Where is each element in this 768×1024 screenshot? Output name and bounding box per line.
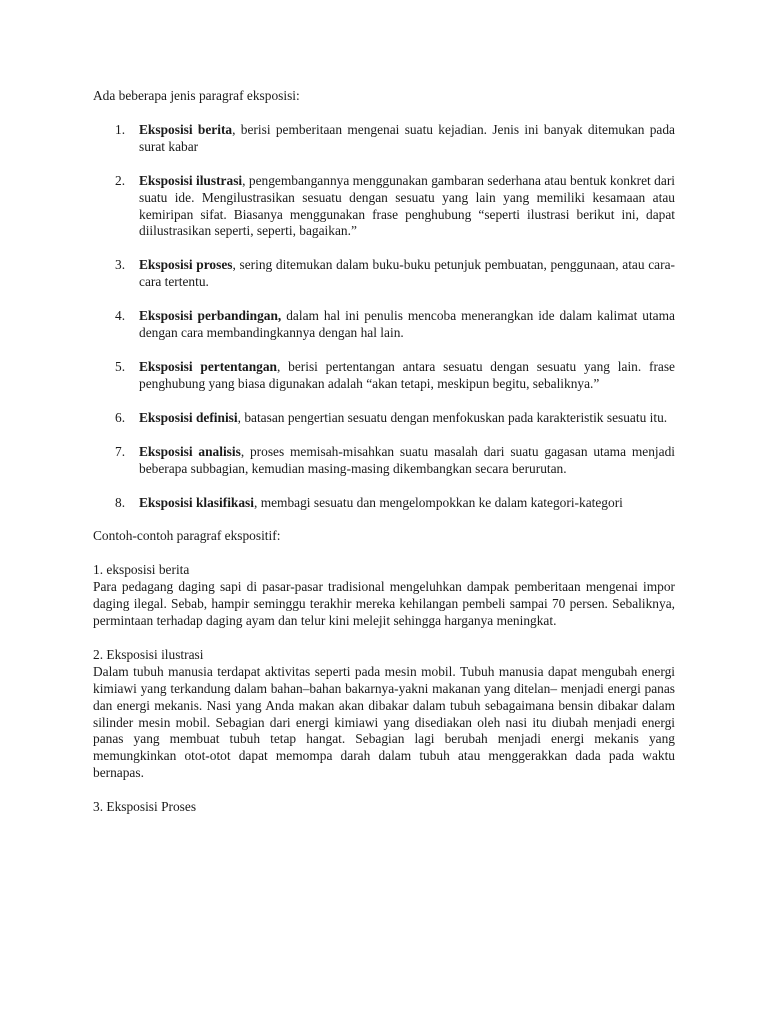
- intro-text: Ada beberapa jenis paragraf eksposisi:: [93, 88, 300, 103]
- list-number: 2.: [115, 172, 126, 188]
- list-term: Eksposisi berita: [139, 121, 233, 137]
- list-item: [93, 410, 675, 427]
- list-item: [93, 173, 675, 241]
- list-number: 8.: [115, 494, 126, 510]
- list-term: Eksposisi perbandingan,: [139, 308, 282, 324]
- example-title: 2. Eksposisi ilustrasi: [93, 646, 204, 662]
- example-body: Dalam tubuh manusia terdapat aktivitas seperti pada mesin mobil. Tubuh manusia dapat mengubah energi kimiawi yang terkandung dalam bahan–bahan bakarnya-yakni makanan yang ditelan– menjadi energi panas dan energi mekanis. Nasi yang Anda makan akan dibakar dalam tubuh sebagaimana bensin dibakar dalam silinder mesin mobil. Sebagian dari energi kimiawi yang disediakan oleh nasi itu diubah menjadi energi panas yang membuat tubuh tetap hangat. Sebagian lagi berubah menjadi energi mekanis yang memungkinkan otot-otot dapat memompa darah dalam tubuh atau menggerakkan dada pada waktu bernapas.: [93, 663, 675, 781]
- list-description: , berisi pertentangan antara sesuatu dengan sesuatu yang lain. frase penghubung yang biasa digunakan adalah “akan tetapi, meskipun begitu, sebaliknya.”: [139, 358, 676, 391]
- list-item: [93, 122, 675, 156]
- list-item: [93, 257, 675, 291]
- list-item: [93, 495, 675, 512]
- example-title: 3. Eksposisi Proses: [93, 799, 197, 815]
- example-title: 1. eksposisi berita: [93, 562, 190, 578]
- list-term: Eksposisi pertentangan: [139, 358, 278, 374]
- list-term: Eksposisi proses: [139, 257, 233, 273]
- examples-heading: Contoh-contoh paragraf ekspositif:: [93, 528, 281, 544]
- list-number: 6.: [115, 409, 126, 425]
- list-number: 4.: [115, 308, 126, 324]
- list-term: Eksposisi analisis: [139, 443, 241, 459]
- list-item: [93, 359, 675, 393]
- list-number: 7.: [115, 443, 126, 459]
- list-term: Eksposisi ilustrasi: [139, 172, 243, 188]
- list-number: 5.: [115, 358, 126, 374]
- list-description: , batasan pengertian sesuatu dengan menfokuskan pada karakteristik sesuatu itu.: [237, 409, 668, 425]
- list-term: Eksposisi definisi: [139, 409, 238, 425]
- list-description: , membagi sesuatu dan mengelompokkan ke dalam kategori-kategori: [254, 494, 623, 510]
- list-term: Eksposisi klasifikasi: [139, 494, 254, 510]
- list-description: dalam hal ini penulis mencoba menerangkan ide dalam kalimat utama dengan cara membandingkannya dengan hal lain.: [139, 308, 675, 341]
- document-page: [93, 88, 675, 833]
- list-description: , pengembangannya menggunakan gambaran sederhana atau bentuk konkret dari suatu ide. Mengilustrasikan sesuatu dengan sesuatu yang lain yang memiliki kesamaan atau kemiripan sifat. Biasanya menggunakan frase penghubung “seperti ilustrasi berikut ini, dapat diilustrasikan seperti, seperti, bagaikan.”: [139, 172, 675, 239]
- example-block: [93, 562, 675, 630]
- list-number: 3.: [115, 257, 126, 273]
- example-body: Para pedagang daging sapi di pasar-pasar tradisional mengeluhkan dampak pemberitaan mengenai impor daging ilegal. Sebab, hampir seminggu terakhir mereka kehilangan pembeli sampai 70 persen. Sebaliknya, permintaan terhadap daging ayam dan telur kini melejit sehingga harganya meningkat.: [93, 579, 675, 629]
- example-block: [93, 799, 675, 816]
- list-item: [93, 444, 675, 478]
- list-description: , berisi pemberitaan mengenai suatu kejadian. Jenis ini banyak ditemukan pada surat kabar: [139, 121, 675, 154]
- exposition-types-list: [93, 122, 675, 512]
- list-item: [93, 308, 675, 342]
- list-description: , sering ditemukan dalam buku-buku petunjuk pembuatan, penggunaan, atau cara-cara tertentu.: [139, 257, 675, 290]
- list-description: , proses memisah-misahkan suatu masalah dari suatu gagasan utama menjadi beberapa subbagian, kemudian masing-masing dikembangkan secara berurutan.: [139, 443, 675, 476]
- example-block: [93, 647, 675, 782]
- list-number: 1.: [115, 121, 126, 137]
